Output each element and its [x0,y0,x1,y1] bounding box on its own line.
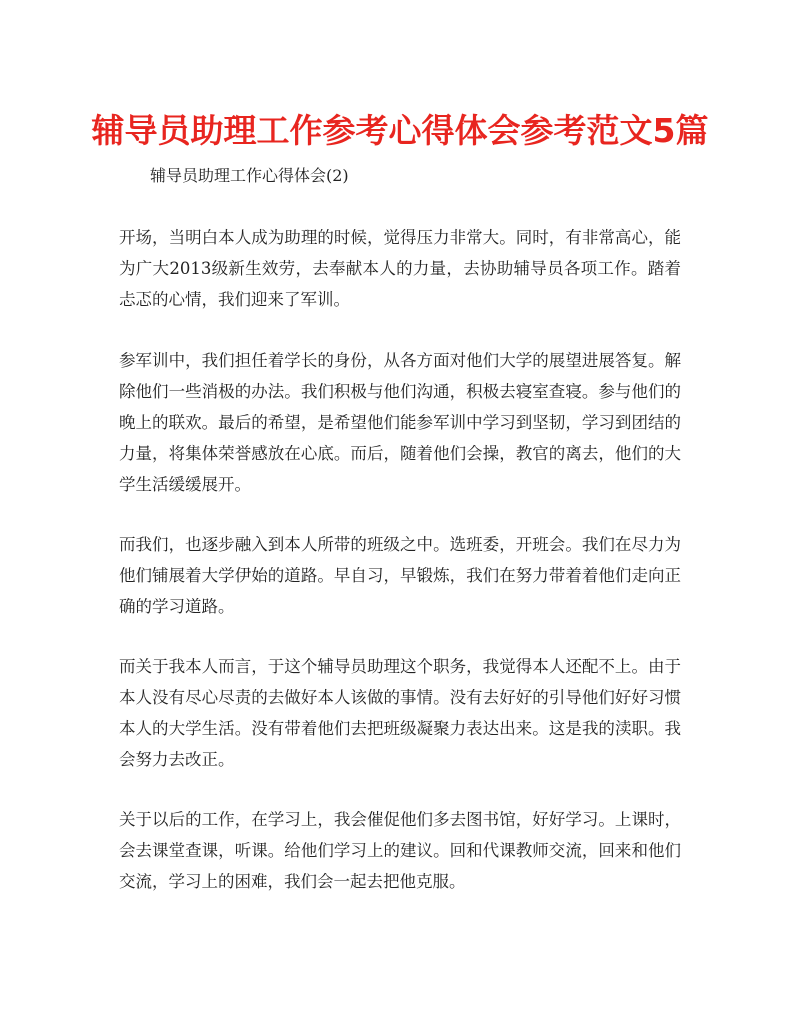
paragraph-4: 而关于我本人而言，于这个辅导员助理这个职务，我觉得本人还配不上。由于本人没有尽心尽责的去做好本人该做的事情。没有去好好的引导他们好好习惯本人的大学生活。没有带着他们去把班级凝聚力表达出来。这是我的渎职。我会努力去改正。 [119,657,681,769]
paragraph-1: 开场，当明白本人成为助理的时候，觉得压力非常大。同时，有非常高心，能为广大2013级新生效劳，去奉献本人的力量，去协助辅导员各项工作。踏着忐忑的心情，我们迎来了军训。 [119,228,681,309]
paragraph-2: 参军训中，我们担任着学长的身份，从各方面对他们大学的展望进展答复。解除他们一些消极的办法。我们积极与他们沟通，积极去寝室查寝。参与他们的晚上的联欢。最后的希望，是希望他们能参军训中学习到坚韧，学习到团结的力量，将集体荣誉感放在心底。而后，随着他们会操，教官的离去，他们的大学生活缓缓展开。 [119,351,681,494]
paragraph-5: 关于以后的工作，在学习上，我会催促他们多去图书馆，好好学习。上课时，会去课堂查课，听课。给他们学习上的建议。回和代课教师交流，回来和他们交流，学习上的困难，我们会一起去把他克服。 [119,810,681,891]
document-subtitle: 辅导员助理工作心得体会(2) [150,166,349,185]
paragraph-3: 而我们，也逐步融入到本人所带的班级之中。选班委，开班会。我们在尽力为他们铺展着大学伊始的道路。早自习，早锻炼，我们在努力带着着他们走向正确的学习道路。 [119,535,681,616]
document-title: 辅导员助理工作参考心得体会参考范文5篇 [91,111,709,150]
